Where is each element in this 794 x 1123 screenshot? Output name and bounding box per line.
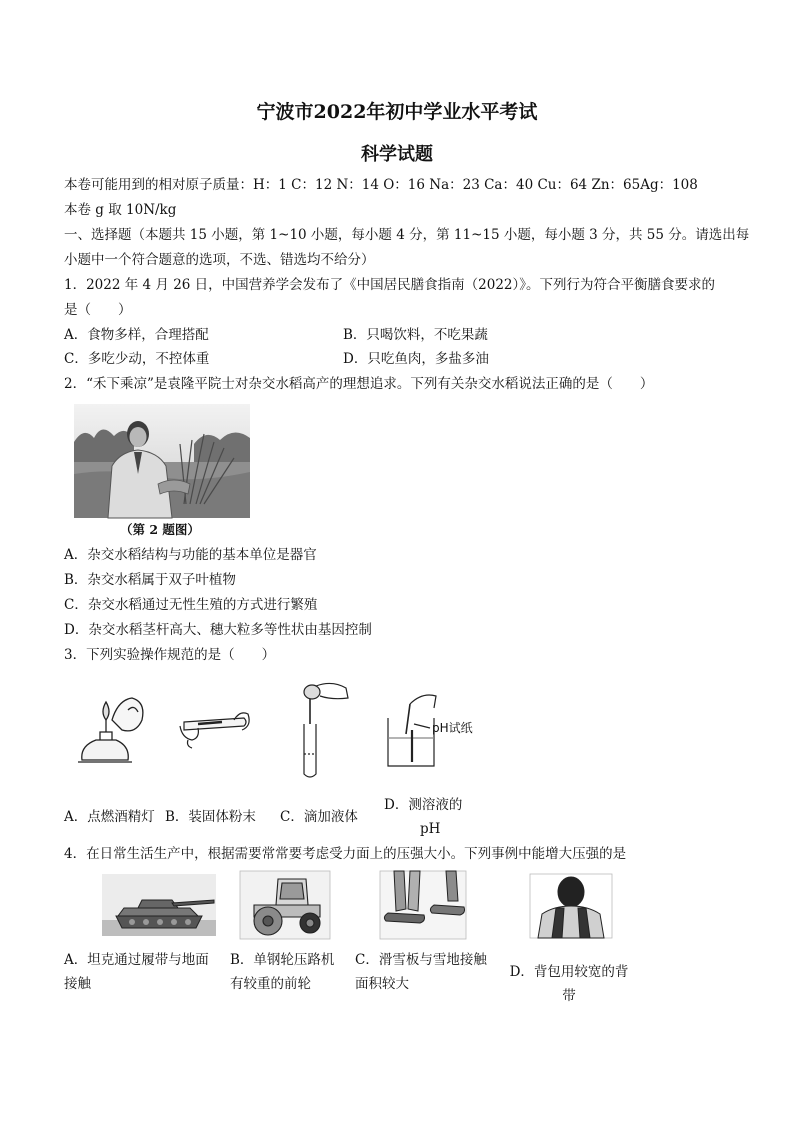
q4-option-c-line2: 面积较大 <box>355 976 409 992</box>
snowboard-photo <box>380 871 466 939</box>
backpack-photo <box>530 874 612 938</box>
q2-option-d: D．杂交水稻茎杆高大、穗大粒多等性状由基因控制 <box>64 622 372 638</box>
q4-option-d-line1: D．背包用较宽的背 <box>509 964 629 980</box>
section-instruction-2: 小题中一个符合题意的选项，不选、错选均不给分） <box>64 252 375 268</box>
q3-option-a: A．点燃酒精灯 <box>64 809 155 825</box>
rice-field-photo <box>74 404 250 518</box>
exam-title: 宁波市2022年初中学业水平考试 <box>256 101 538 123</box>
q3-stem: 3．下列实验操作规范的是（ ） <box>64 647 276 663</box>
q3-option-b: B．装固体粉末 <box>165 809 256 825</box>
q4-option-b-line2: 有较重的前轮 <box>230 976 311 992</box>
alcohol-lamp-figure <box>72 690 154 776</box>
q2-figure-caption: （第 2 题图） <box>120 522 200 537</box>
q2-option-a: A．杂交水稻结构与功能的基本单位是器官 <box>64 547 317 563</box>
q4-stem: 4．在日常生活生产中，根据需要常常要考虑受力面上的压强大小。下列事例中能增大压强的是 <box>64 846 627 862</box>
dropper-figure <box>292 680 352 780</box>
q2-stem: 2．“禾下乘凉”是袁隆平院士对杂交水稻高产的理想追求。下列有关杂交水稻说法正确的是（ ） <box>64 376 654 392</box>
q1-stem-2: 是（ ） <box>64 302 132 318</box>
q4-option-a-line2: 接触 <box>64 976 91 992</box>
q4-option-c-line1: C．滑雪板与雪地接触 <box>355 952 487 968</box>
gravity-line: 本卷 g 取 10N/kg <box>64 202 177 218</box>
q3-option-c: C．滴加液体 <box>280 809 358 825</box>
atomic-mass-line: 本卷可能用到的相对原子质量：H：1 C：12 N：14 O：16 Na：23 Ca：40 Cu：64 Zn：65Ag：108 <box>64 177 698 193</box>
q1-option-d: D．只吃鱼肉，多盐多油 <box>343 351 489 367</box>
q4-option-a-line1: A．坦克通过履带与地面 <box>64 952 209 968</box>
q4-option-b-line1: B．单钢轮压路机 <box>230 952 335 968</box>
q1-stem-1: 1．2022 年 4 月 26 日，中国营养学会发布了《中国居民膳食指南（2022）》。下列行为符合平衡膳食要求的 <box>64 277 716 293</box>
q4-option-c <box>355 948 487 996</box>
exam-subtitle: 科学试题 <box>361 144 433 165</box>
test-tube-powder-figure <box>178 704 252 750</box>
q1-option-b: B．只喝饮料，不吃果蔬 <box>343 327 488 343</box>
tank-photo <box>102 874 216 936</box>
q1-option-c: C．多吃少动，不控体重 <box>64 351 210 367</box>
q3-option-d-ph: pH <box>420 821 441 837</box>
q4-option-d-line2: 带 <box>562 988 576 1004</box>
q3-option-d: D．测溶液的 <box>384 797 463 813</box>
q4-option-b <box>230 948 334 996</box>
ph-paper-figure <box>382 690 473 770</box>
q2-option-c: C．杂交水稻通过无性生殖的方式进行繁殖 <box>64 597 318 613</box>
q1-option-a: A．食物多样，合理搭配 <box>64 327 209 343</box>
q4-option-a <box>64 948 209 996</box>
q2-option-b: B．杂交水稻属于双子叶植物 <box>64 572 236 588</box>
road-roller-photo <box>240 871 330 939</box>
section-instruction-1: 一、选择题（本题共 15 小题，第 1~10 小题，每小题 4 分，第 11~15 小题，每小题 3 分，共 55 分。请选出每 <box>64 227 750 243</box>
ph-paper-label: pH试纸 <box>432 721 473 735</box>
q4-option-d <box>500 960 638 1008</box>
